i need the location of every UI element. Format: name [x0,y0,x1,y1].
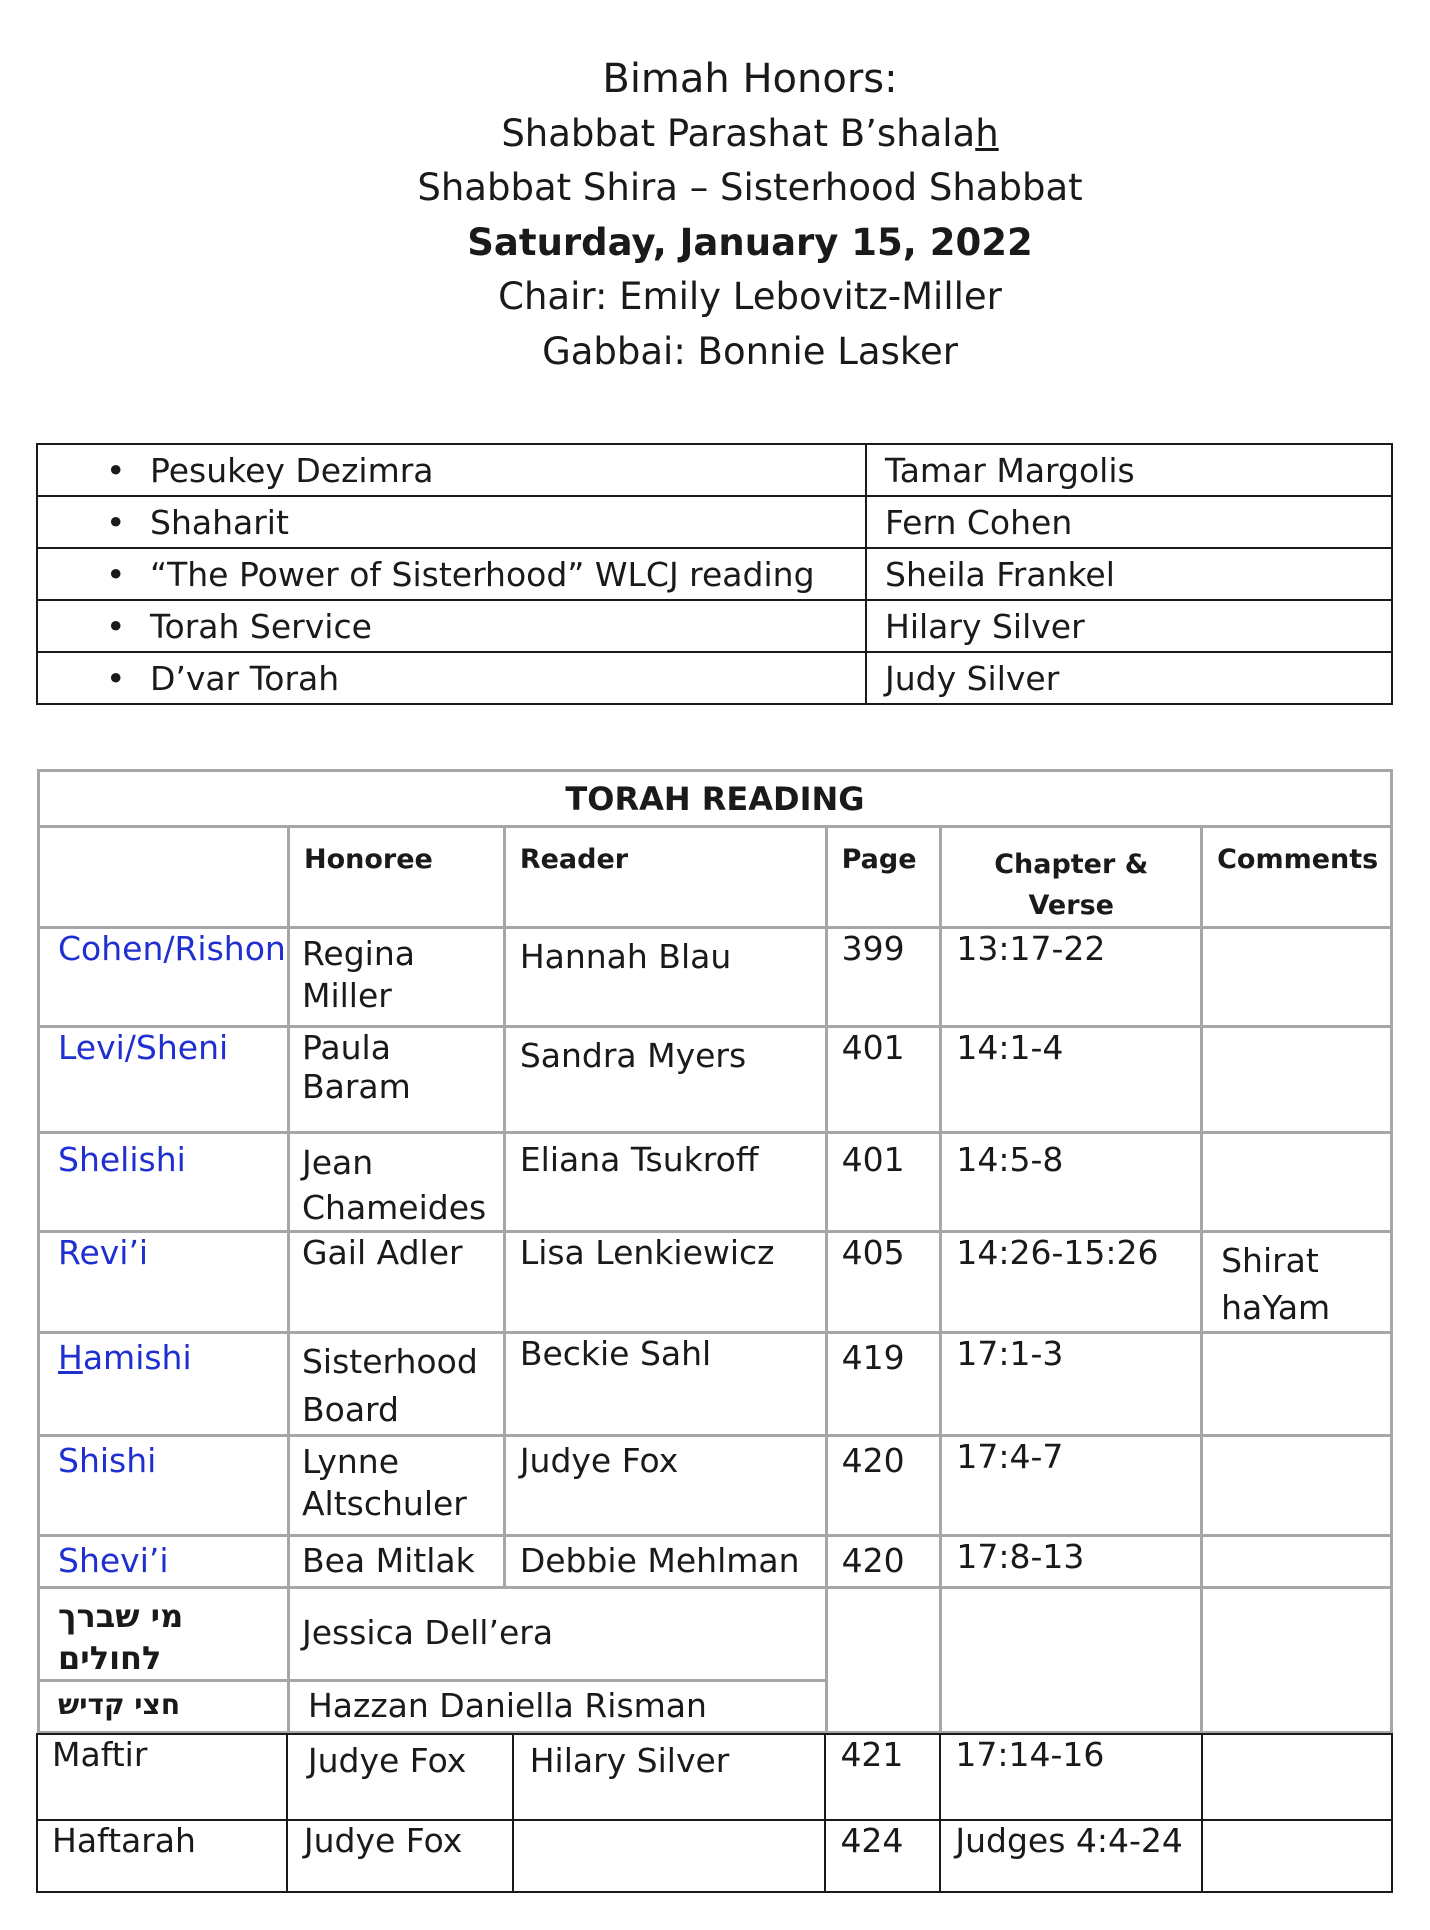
aliyah-name: Shevi’i [39,1536,289,1588]
mishebeirach-person: Jessica Dell’era [288,1588,826,1681]
reader: Hannah Blau [504,928,826,1027]
reader: Debbie Mehlman [504,1536,826,1588]
bullet: • [106,503,126,542]
aliyah-name: Shelishi [39,1133,289,1232]
blank-cell [1202,1588,1392,1733]
document-header [0,52,1430,379]
aliyah-name: Shishi [39,1436,289,1536]
reader: Eliana Tsukroff [504,1133,826,1232]
haftarah-row [37,1820,1392,1892]
aliyah-name: Levi/Sheni [39,1027,289,1133]
bullet: • [106,659,126,698]
comments [1202,928,1392,1027]
maftir-row [37,1734,1392,1820]
service-person: Tamar Margolis [866,444,1392,496]
bullet: • [106,451,126,490]
service-part-cell [37,444,866,496]
honoree: Bea Mitlak [288,1536,504,1588]
aliyah-row [39,1133,1392,1232]
chapter-verse-label: Chapter & Verse [994,849,1149,921]
reader [513,1820,826,1892]
service-part-cell [37,496,866,548]
bullet: • [106,555,126,594]
comments [1202,1820,1392,1892]
aliyah-underlined-letter: H [58,1338,83,1377]
honoree: Sisterhood Board [288,1333,504,1436]
service-part: Pesukey Dezimra [150,451,434,490]
reader: Sandra Myers [504,1027,826,1133]
aliyah-row [39,1536,1392,1588]
reader: Hilary Silver [513,1734,826,1820]
page: 401 [826,1027,941,1133]
torah-reading-table [37,769,1393,1734]
aliyah-row [39,1333,1392,1436]
service-part-cell [37,652,866,704]
chapter-verse: 14:5-8 [941,1133,1202,1232]
chapter-verse: 17:8-13 [941,1536,1202,1588]
honoree: Judye Fox [287,1820,513,1892]
service-part-cell [37,548,866,600]
chapter-verse: 17:4-7 [941,1436,1202,1536]
honoree: Lynne Altschuler [288,1436,504,1536]
column-header-row [39,827,1392,928]
maftir-haftarah-table [36,1733,1393,1893]
service-person: Hilary Silver [866,600,1392,652]
service-person: Fern Cohen [866,496,1392,548]
chapter-verse: 13:17-22 [941,928,1202,1027]
parashat-underlined-letter: h [975,111,999,155]
service-part: D’var Torah [150,659,340,698]
page: 399 [826,928,941,1027]
honoree: Paula Baram [288,1027,504,1133]
comments [1202,1536,1392,1588]
service-part: Torah Service [150,607,372,646]
page: 401 [826,1133,941,1232]
parashat-line [0,107,1430,162]
column-header-honoree: Honoree [288,827,504,928]
blank-cell [941,1588,1202,1733]
aliyah-row [39,928,1392,1027]
chapter-verse: 14:26-15:26 [941,1232,1202,1333]
parashat-name: Shabbat Parashat B’shala [501,111,976,155]
chapter-verse: 17:14-16 [940,1734,1202,1820]
page: 421 [825,1734,940,1820]
chapter-verse: Judges 4:4-24 [940,1820,1202,1892]
page: 419 [826,1333,941,1436]
reader: Lisa Lenkiewicz [504,1232,826,1333]
comments [1202,1027,1392,1133]
page: 420 [826,1436,941,1536]
aliyah-row [39,1436,1392,1536]
service-person: Judy Silver [866,652,1392,704]
honoree: Gail Adler [288,1232,504,1333]
service-part-cell [37,600,866,652]
aliyah-name: Cohen/Rishon [39,928,289,1027]
comments [1202,1333,1392,1436]
column-header-comments: Comments [1202,827,1392,928]
service-part: Shaharit [150,503,289,542]
service-honors-table [36,443,1393,705]
column-header-page: Page [826,827,941,928]
chapter-verse: 17:1-3 [941,1333,1202,1436]
gabbai-line: Gabbai: Bonnie Lasker [542,329,958,373]
hatzi-kaddish-label: חצי קדיש [39,1681,289,1733]
honoree: Judye Fox [287,1734,513,1820]
torah-reading-title: TORAH READING [39,771,1392,827]
page: 420 [826,1536,941,1588]
maftir-label: Maftir [37,1734,287,1820]
column-header-aliyah [39,827,289,928]
service-part: “The Power of Sisterhood” WLCJ reading [150,555,815,594]
service-person: Sheila Frankel [866,548,1392,600]
mishebeirach-label: מי שברך לחולים [39,1588,289,1681]
reader: Beckie Sahl [504,1333,826,1436]
mishebeirach-row [39,1588,1392,1681]
aliyah-rest: amishi [82,1338,192,1377]
haftarah-label: Haftarah [37,1820,287,1892]
honoree: Regina Miller [288,928,504,1027]
comments [1202,1734,1392,1820]
document-title: Bimah Honors: [602,56,898,102]
column-header-chapter-verse [941,827,1202,928]
page: 424 [825,1820,940,1892]
service-row [37,548,1392,600]
reader: Judye Fox [504,1436,826,1536]
aliyah-name: Revi’i [39,1232,289,1333]
aliyah-row [39,1027,1392,1133]
service-date: Saturday, January 15, 2022 [467,220,1033,264]
service-row [37,652,1392,704]
bullet: • [106,607,126,646]
chapter-verse: 14:1-4 [941,1027,1202,1133]
comments [1202,1436,1392,1536]
comments [1202,1133,1392,1232]
page: 405 [826,1232,941,1333]
chair-line: Chair: Emily Lebovitz-Miller [498,275,1002,318]
torah-title-row [39,771,1392,827]
column-header-reader: Reader [504,827,826,928]
service-row [37,600,1392,652]
service-row [37,496,1392,548]
shabbat-theme-line: Shabbat Shira – Sisterhood Shabbat [417,166,1083,209]
service-row [37,444,1392,496]
blank-cell [826,1588,941,1733]
comments: Shirat haYam [1202,1232,1392,1333]
hatzi-kaddish-person: Hazzan Daniella Risman [288,1681,826,1733]
aliyah-row [39,1232,1392,1333]
aliyah-name [39,1333,289,1436]
honoree: Jean Chameides [288,1133,504,1232]
